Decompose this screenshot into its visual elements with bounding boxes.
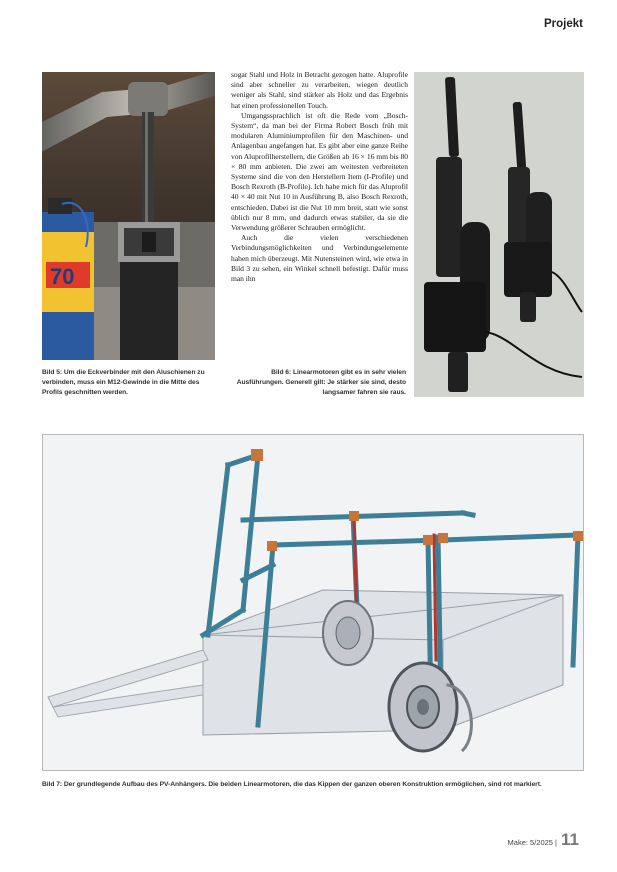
section-label: Projekt: [544, 18, 583, 30]
figure-trailer-cad: [42, 434, 584, 771]
caption-bild-5: Bild 5: Um die Eckverbinder mit den Aluschienen zu verbinden, muss ein M12-Gewinde in die Mitte des Profils geschnitten werden.: [42, 369, 205, 396]
paragraph: Auch die vielen verschiedenen Verbindungsmöglichkeiten und Verbindungselemente haben mich überzeugt. Mit Nutensteinen wird, wie etwa in Bild 3 zu sehen, ein Winkel schnell befestigt. Dafür muss man ihn: [231, 233, 408, 284]
trailer-frame-illustration: [43, 435, 583, 770]
caption-bild-6: Bild 6: Linearmotoren gibt es in sehr vielen Ausführungen. Generell gilt: Je stärker sie sind, desto langsamer fahren sie raus.: [236, 369, 406, 396]
photo-tap-wrench: [42, 72, 215, 360]
caption-bild-7: Bild 7: Der grundlegende Aufbau des PV-Anhängers. Die beiden Linearmotoren, die das Kippen der ganzen oberen Konstruktion ermöglichen, sind rot markiert.: [42, 781, 542, 788]
paragraph: Umgangssprachlich ist oft die Rede vom „Bosch-System“, da man bei der Firma Robert Bosch früh mit modularen Aluminiumprofilen für den Maschinen- und Anlagenbau angefangen hat. Es gibt aber eine ganze Reihe von Aluprofilherstellern, die Größen ab 16 × 16 mm bis 80 × 80 mm anbieten. Die zwei am weitesten verbreiteten Systeme sind die von den Herstellern Item (I-Profile) und Bosch Rexroth (B-Profile). Ich habe mich für das Aluprofil 40 × 40 mit Nut 10 in Ausführung B, also Bosch Rexroth, entschieden. Dabei ist die Nut 10 mm breit, statt wie sonst üblich nur 8 mm, und dadurch etwas stabiler, da sie die Verwendung größerer Schrauben ermöglicht.: [231, 110, 408, 233]
issue-label: Make: 5/2025 |: [507, 838, 558, 847]
page-number: 11: [561, 830, 579, 849]
paragraph: sogar Stahl und Holz in Betracht gezogen hatte. Aluprofile sind aber schneller zu verarbeiten, wiegen deutlich weniger als Stahl, sind stärker als Holz und das Ergebnis hat einen professionellen Touch.: [231, 70, 408, 110]
can-label: 70: [50, 264, 75, 289]
tap-wrench-illustration: [42, 72, 215, 360]
linear-motors-illustration: [414, 72, 584, 397]
photo-linear-motors: [414, 72, 584, 397]
rear-wheel: [323, 601, 373, 665]
page-footer: [508, 830, 579, 850]
article-text: [231, 70, 408, 284]
